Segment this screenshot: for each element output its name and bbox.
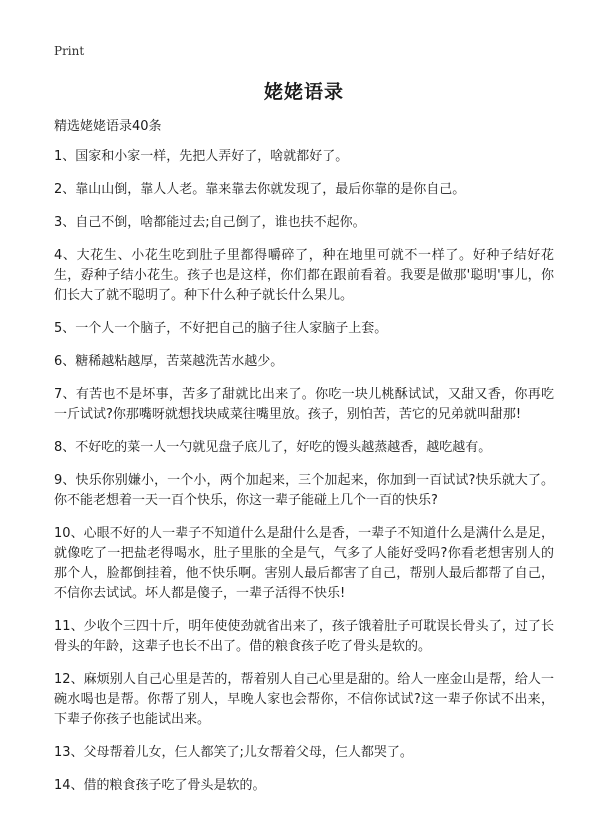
quote-item: 14、借的粮食孩子吃了骨头是软的。 — [54, 778, 266, 793]
quote-item: 8、不好吃的菜一人一勺就见盘子底儿了，好吃的馒头越蒸越香，越吃越有。 — [54, 440, 492, 455]
quote-item: 3、自己不倒，啥都能过去;自己倒了，谁也扶不起你。 — [54, 215, 366, 230]
page-subtitle: 精选姥姥语录40条 — [54, 119, 162, 134]
quote-item: 7、有苦也不是坏事，苦多了甜就比出来了。你吃一块儿桃酥试试，又甜又香，你再吃一斤试试?你那嘴呀就想找块咸菜往嘴里放。孩子，别怕苦，苦它的兄弟就叫甜那! — [54, 387, 554, 422]
quote-item: 1、国家和小家一样，先把人弄好了，啥就都好了。 — [54, 149, 349, 164]
quote-item: 6、糖稀越粘越厚，苦菜越洗苦水越少。 — [54, 354, 284, 369]
quote-item: 12、麻烦别人自己心里是苦的，帮着别人自己心里是甜的。给人一座金山是帮，给人一碗水喝也是帮。你帮了别人，早晚人家也会帮你，不信你试试?这一辈子你试不出来，下辈子你孩子也能试出来。 — [54, 672, 554, 727]
quote-item: 10、心眼不好的人一辈子不知道什么是甜什么是香，一辈子不知道什么是满什么是足，就像吃了一把盐老得喝水，肚子里胀的全是气，气多了人能好受吗?你看老想害别人的那个人，脸都倒挂着，他不快乐啊。害别人最后都害了自己，帮别人最后都帮了自己，不信你去试试。坏人都是傻子，一辈子活得不快乐! — [54, 526, 554, 601]
quote-item: 13、父母帮着儿女，仨人都笑了;儿女帮着父母，仨人都哭了。 — [54, 745, 413, 760]
quote-item: 9、快乐你别嫌小，一个小，两个加起来，三个加起来，你加到一百试试?快乐就大了。你不能老想着一天一百个快乐，你这一辈子能碰上几个一百的快乐? — [54, 473, 554, 508]
quote-list — [54, 147, 554, 796]
page-title: 姥姥语录 — [263, 81, 344, 103]
quote-item: 5、一个人一个脑子，不好把自己的脑子往人家脑子上套。 — [54, 321, 388, 336]
quote-item: 11、少收个三四十斤，明年使使劲就省出来了，孩子饿着肚子可耽误长骨头了，过了长骨头的年龄，这辈子也长不出了。借的粮食孩子吃了骨头是软的。 — [54, 619, 554, 654]
print-label: Print — [54, 44, 85, 58]
quote-item: 4、大花生、小花生吃到肚子里都得嚼碎了，种在地里可就不一样了。好种子结好花生，孬种子结小花生。孩子也是这样，你们都在跟前看着。我要是做那'聪明'事儿，你们长大了就不聪明了。种下什么种子就长什么果儿。 — [54, 248, 554, 303]
quote-item: 2、靠山山倒，靠人人老。靠来靠去你就发现了，最后你靠的是你自己。 — [54, 182, 466, 197]
